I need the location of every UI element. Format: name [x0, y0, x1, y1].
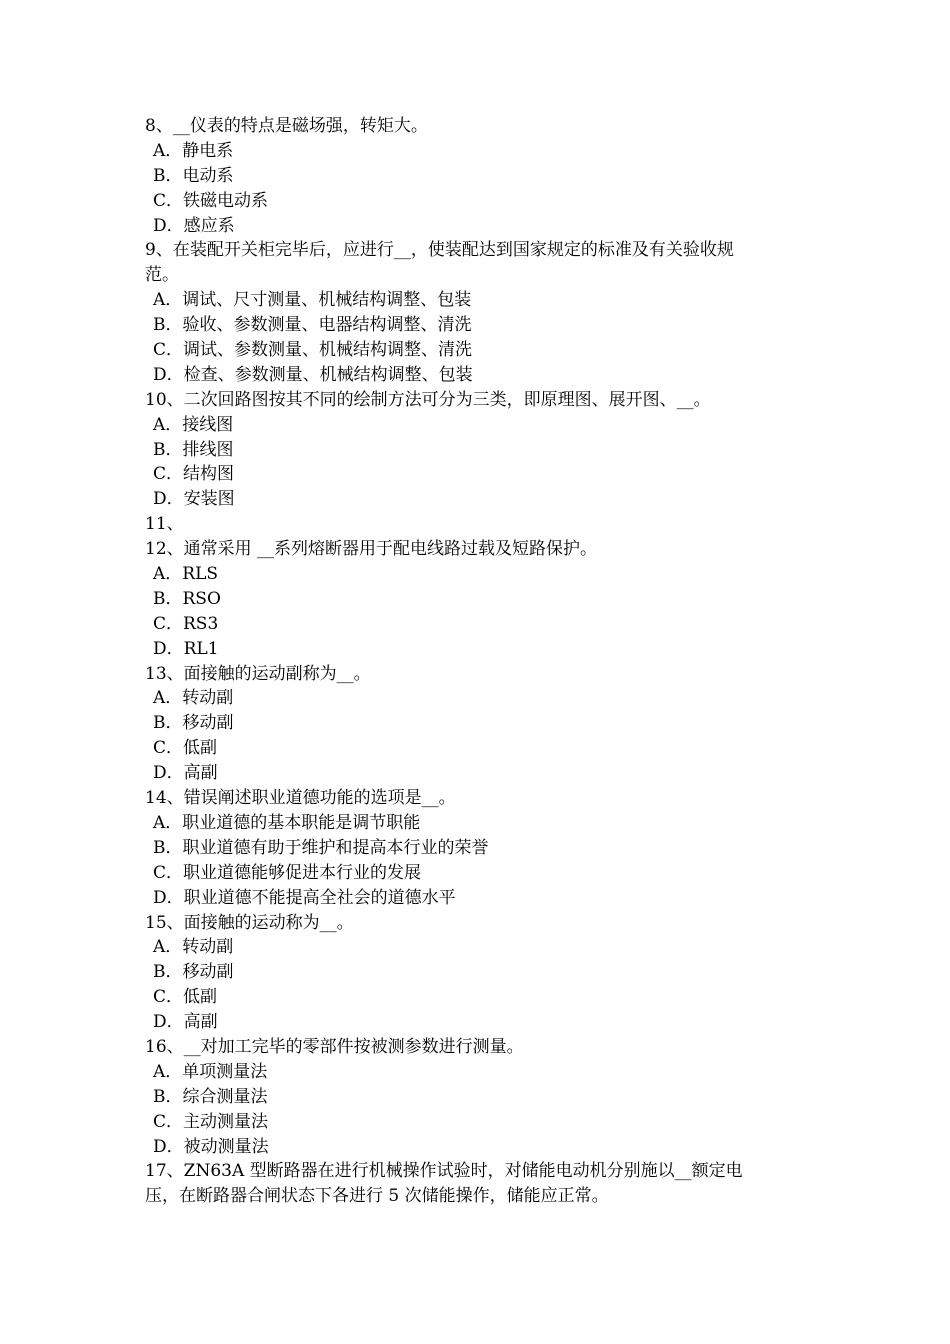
question-16-option-b: B．综合测量法: [153, 1086, 268, 1107]
question-9-stem-line2: 范。: [145, 265, 179, 286]
question-15-option-a: A．转动副: [153, 937, 234, 958]
question-8-option-c: C．铁磁电动系: [153, 190, 269, 211]
question-9-option-a: A．调试、尺寸测量、机械结构调整、包装: [153, 290, 472, 311]
question-12-option-a: A．RLS: [153, 564, 219, 585]
question-15-option-d: D．高副: [153, 1012, 218, 1033]
question-10-option-a: A．接线图: [153, 414, 234, 435]
question-13-option-d: D．高副: [153, 763, 218, 784]
question-10-option-d: D．安装图: [153, 489, 235, 510]
question-14-option-c: C．职业道德能够促进本行业的发展: [153, 862, 422, 883]
question-9-option-c: C．调试、参数测量、机械结构调整、清洗: [153, 340, 473, 361]
question-10-option-b: B．排线图: [153, 439, 234, 460]
question-17-stem-line2: 压，在断路器合闸状态下各进行 5 次储能操作，储能应正常。: [145, 1186, 609, 1207]
question-12-option-d: D．RL1: [153, 638, 219, 659]
question-13-stem: 13、面接触的运动副称为__。: [145, 663, 371, 684]
question-9-option-d: D．检查、参数测量、机械结构调整、包装: [153, 364, 473, 385]
question-8-option-b: B．电动系: [153, 165, 234, 186]
question-14-option-b: B．职业道德有助于维护和提高本行业的荣誉: [153, 837, 489, 858]
question-15-option-c: C．低副: [153, 987, 218, 1008]
question-13-option-b: B．移动副: [153, 713, 234, 734]
question-14-option-a: A．职业道德的基本职能是调节职能: [153, 812, 421, 833]
question-12-option-c: C．RS3: [153, 613, 219, 634]
question-10-option-c: C．结构图: [153, 464, 235, 485]
question-10-stem: 10、二次回路图按其不同的绘制方法可分为三类，即原理图、展开图、__。: [145, 389, 711, 410]
document-page: [145, 114, 825, 1209]
question-13-option-a: A．转动副: [153, 688, 234, 709]
question-16-option-d: D．被动测量法: [153, 1136, 269, 1157]
question-12-stem: 12、通常采用 __系列熔断器用于配电线路过载及短路保护。: [145, 539, 598, 560]
question-9-option-b: B．验收、参数测量、电器结构调整、清洗: [153, 315, 472, 336]
question-15-stem: 15、面接触的运动称为__。: [145, 912, 354, 933]
question-17-stem-line1: 17、ZN63A 型断路器在进行机械操作试验时，对储能电动机分别施以__额定电: [145, 1161, 743, 1182]
question-8-option-a: A．静电系: [153, 140, 234, 161]
question-16-option-c: C．主动测量法: [153, 1111, 269, 1132]
question-16-stem: 16、__对加工完毕的零部件按被测参数进行测量。: [145, 1036, 524, 1057]
question-12-option-b: B．RSO: [153, 588, 221, 609]
question-13-option-c: C．低副: [153, 738, 218, 759]
question-8-stem: 8、__仪表的特点是磁场强，转矩大。: [145, 116, 428, 136]
question-15-option-b: B．移动副: [153, 962, 234, 983]
question-16-option-a: A．单项测量法: [153, 1061, 268, 1082]
question-11-stem: 11、: [145, 514, 184, 535]
question-8-option-d: D．感应系: [153, 215, 235, 236]
question-14-option-d: D．职业道德不能提高全社会的道德水平: [153, 887, 456, 908]
question-9-stem-line1: 9、在装配开关柜完毕后，应进行__，使装配达到国家规定的标准及有关验收规: [145, 240, 734, 261]
question-14-stem: 14、错误阐述职业道德功能的选项是__。: [145, 788, 456, 809]
